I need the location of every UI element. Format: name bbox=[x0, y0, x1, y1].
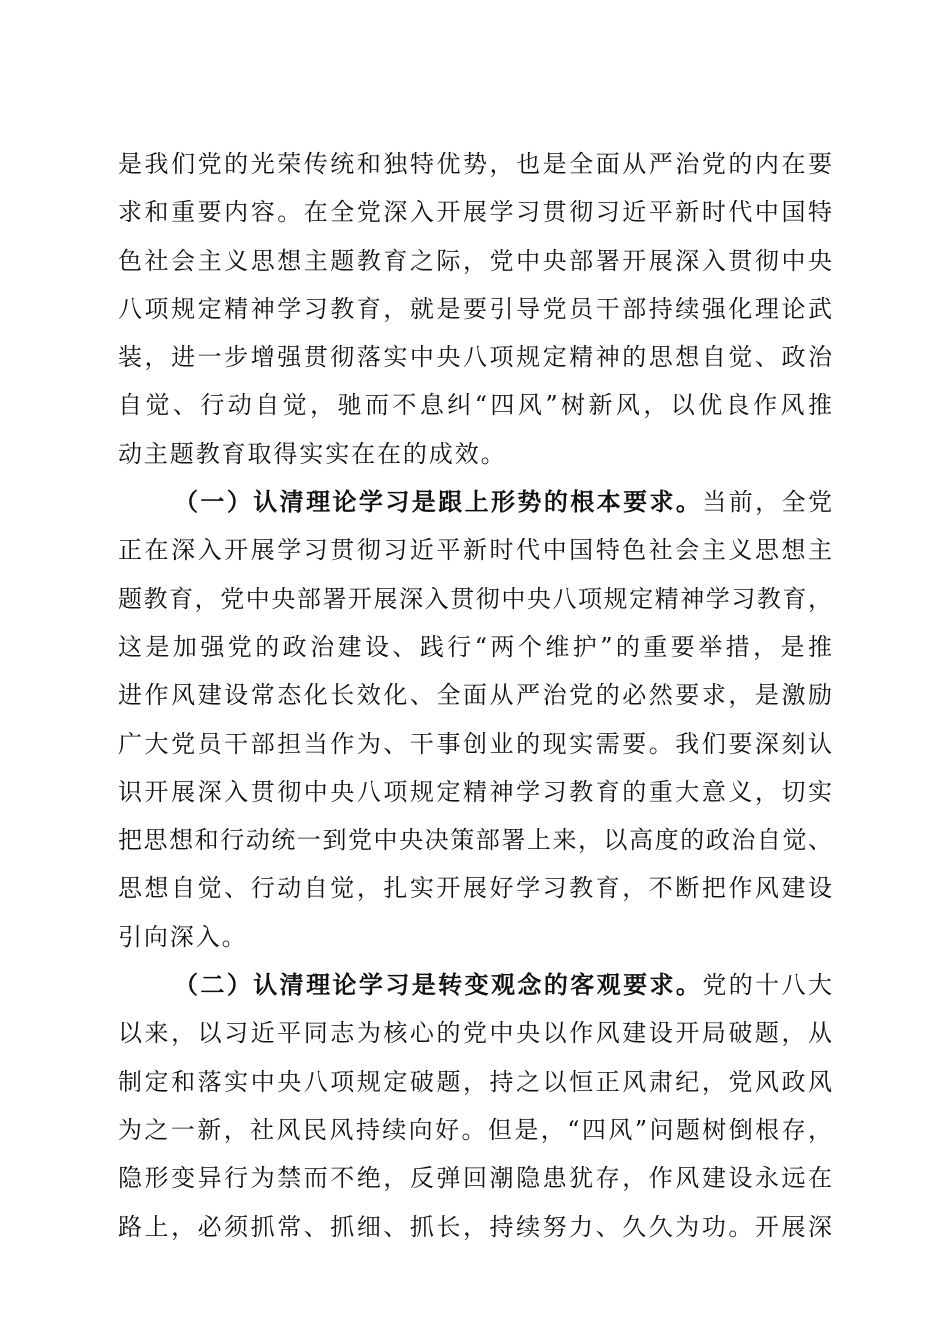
text-line: 进作风建设常态化长效化、全面从严治党的必然要求，是激励 bbox=[118, 681, 832, 710]
section-two-first-line-rest: 党的十八大 bbox=[702, 971, 833, 1000]
section-one-first-line bbox=[118, 478, 832, 526]
paragraph-intro bbox=[118, 140, 832, 478]
section-two bbox=[118, 961, 832, 1251]
text-line: 装，进一步增强贯彻落实中央八项规定精神的思想自觉、政治 bbox=[118, 343, 832, 372]
text-line: 八项规定精神学习教育，就是要引导党员干部持续强化理论武 bbox=[118, 294, 832, 323]
text-line: 路上，必须抓常、抓细、抓长，持续努力、久久为功。开展深 bbox=[118, 1212, 832, 1241]
section-one-heading: （一）认清理论学习是跟上形势的根本要求。 bbox=[174, 487, 703, 517]
section-one-first-line-rest: 当前，全党 bbox=[702, 488, 833, 517]
text-line: 这是加强党的政治建设、践行“两个维护”的重要举措，是推 bbox=[118, 632, 832, 661]
text-line: 引向深入。 bbox=[118, 922, 248, 951]
text-line: 题教育，党中央部署开展深入贯彻中央八项规定精神学习教育， bbox=[118, 584, 832, 613]
text-line: 自觉、行动自觉，驰而不息纠“四风”树新风，以优良作风推 bbox=[118, 391, 832, 420]
text-line: 广大党员干部担当作为、干事创业的现实需要。我们要深刻认 bbox=[118, 729, 832, 758]
text-line: 把思想和行动统一到党中央决策部署上来，以高度的政治自觉、 bbox=[118, 826, 832, 855]
document-body bbox=[118, 140, 832, 1251]
text-line: 识开展深入贯彻中央八项规定精神学习教育的重大意义，切实 bbox=[118, 777, 832, 806]
section-one bbox=[118, 478, 832, 961]
text-line: 求和重要内容。在全党深入开展学习贯彻习近平新时代中国特 bbox=[118, 198, 832, 227]
text-line: 动主题教育取得实实在在的成效。 bbox=[118, 439, 507, 468]
text-line: 为之一新，社风民风持续向好。但是，“四风”问题树倒根存， bbox=[118, 1115, 832, 1144]
section-two-first-line bbox=[118, 961, 832, 1009]
text-line: 以来，以习近平同志为核心的党中央以作风建设开局破题，从 bbox=[118, 1019, 832, 1048]
section-two-heading: （二）认清理论学习是转变观念的客观要求。 bbox=[174, 970, 703, 1000]
text-line: 色社会主义思想主题教育之际，党中央部署开展深入贯彻中央 bbox=[118, 246, 832, 275]
text-line: 制定和落实中央八项规定破题，持之以恒正风肃纪，党风政风 bbox=[118, 1067, 832, 1096]
text-line: 是我们党的光荣传统和独特优势，也是全面从严治党的内在要 bbox=[118, 150, 832, 178]
text-line: 思想自觉、行动自觉，扎实开展好学习教育，不断把作风建设 bbox=[118, 874, 832, 903]
text-line: 隐形变异行为禁而不绝，反弹回潮隐患犹存，作风建设永远在 bbox=[118, 1164, 832, 1193]
text-line: 正在深入开展学习贯彻习近平新时代中国特色社会主义思想主 bbox=[118, 536, 832, 565]
